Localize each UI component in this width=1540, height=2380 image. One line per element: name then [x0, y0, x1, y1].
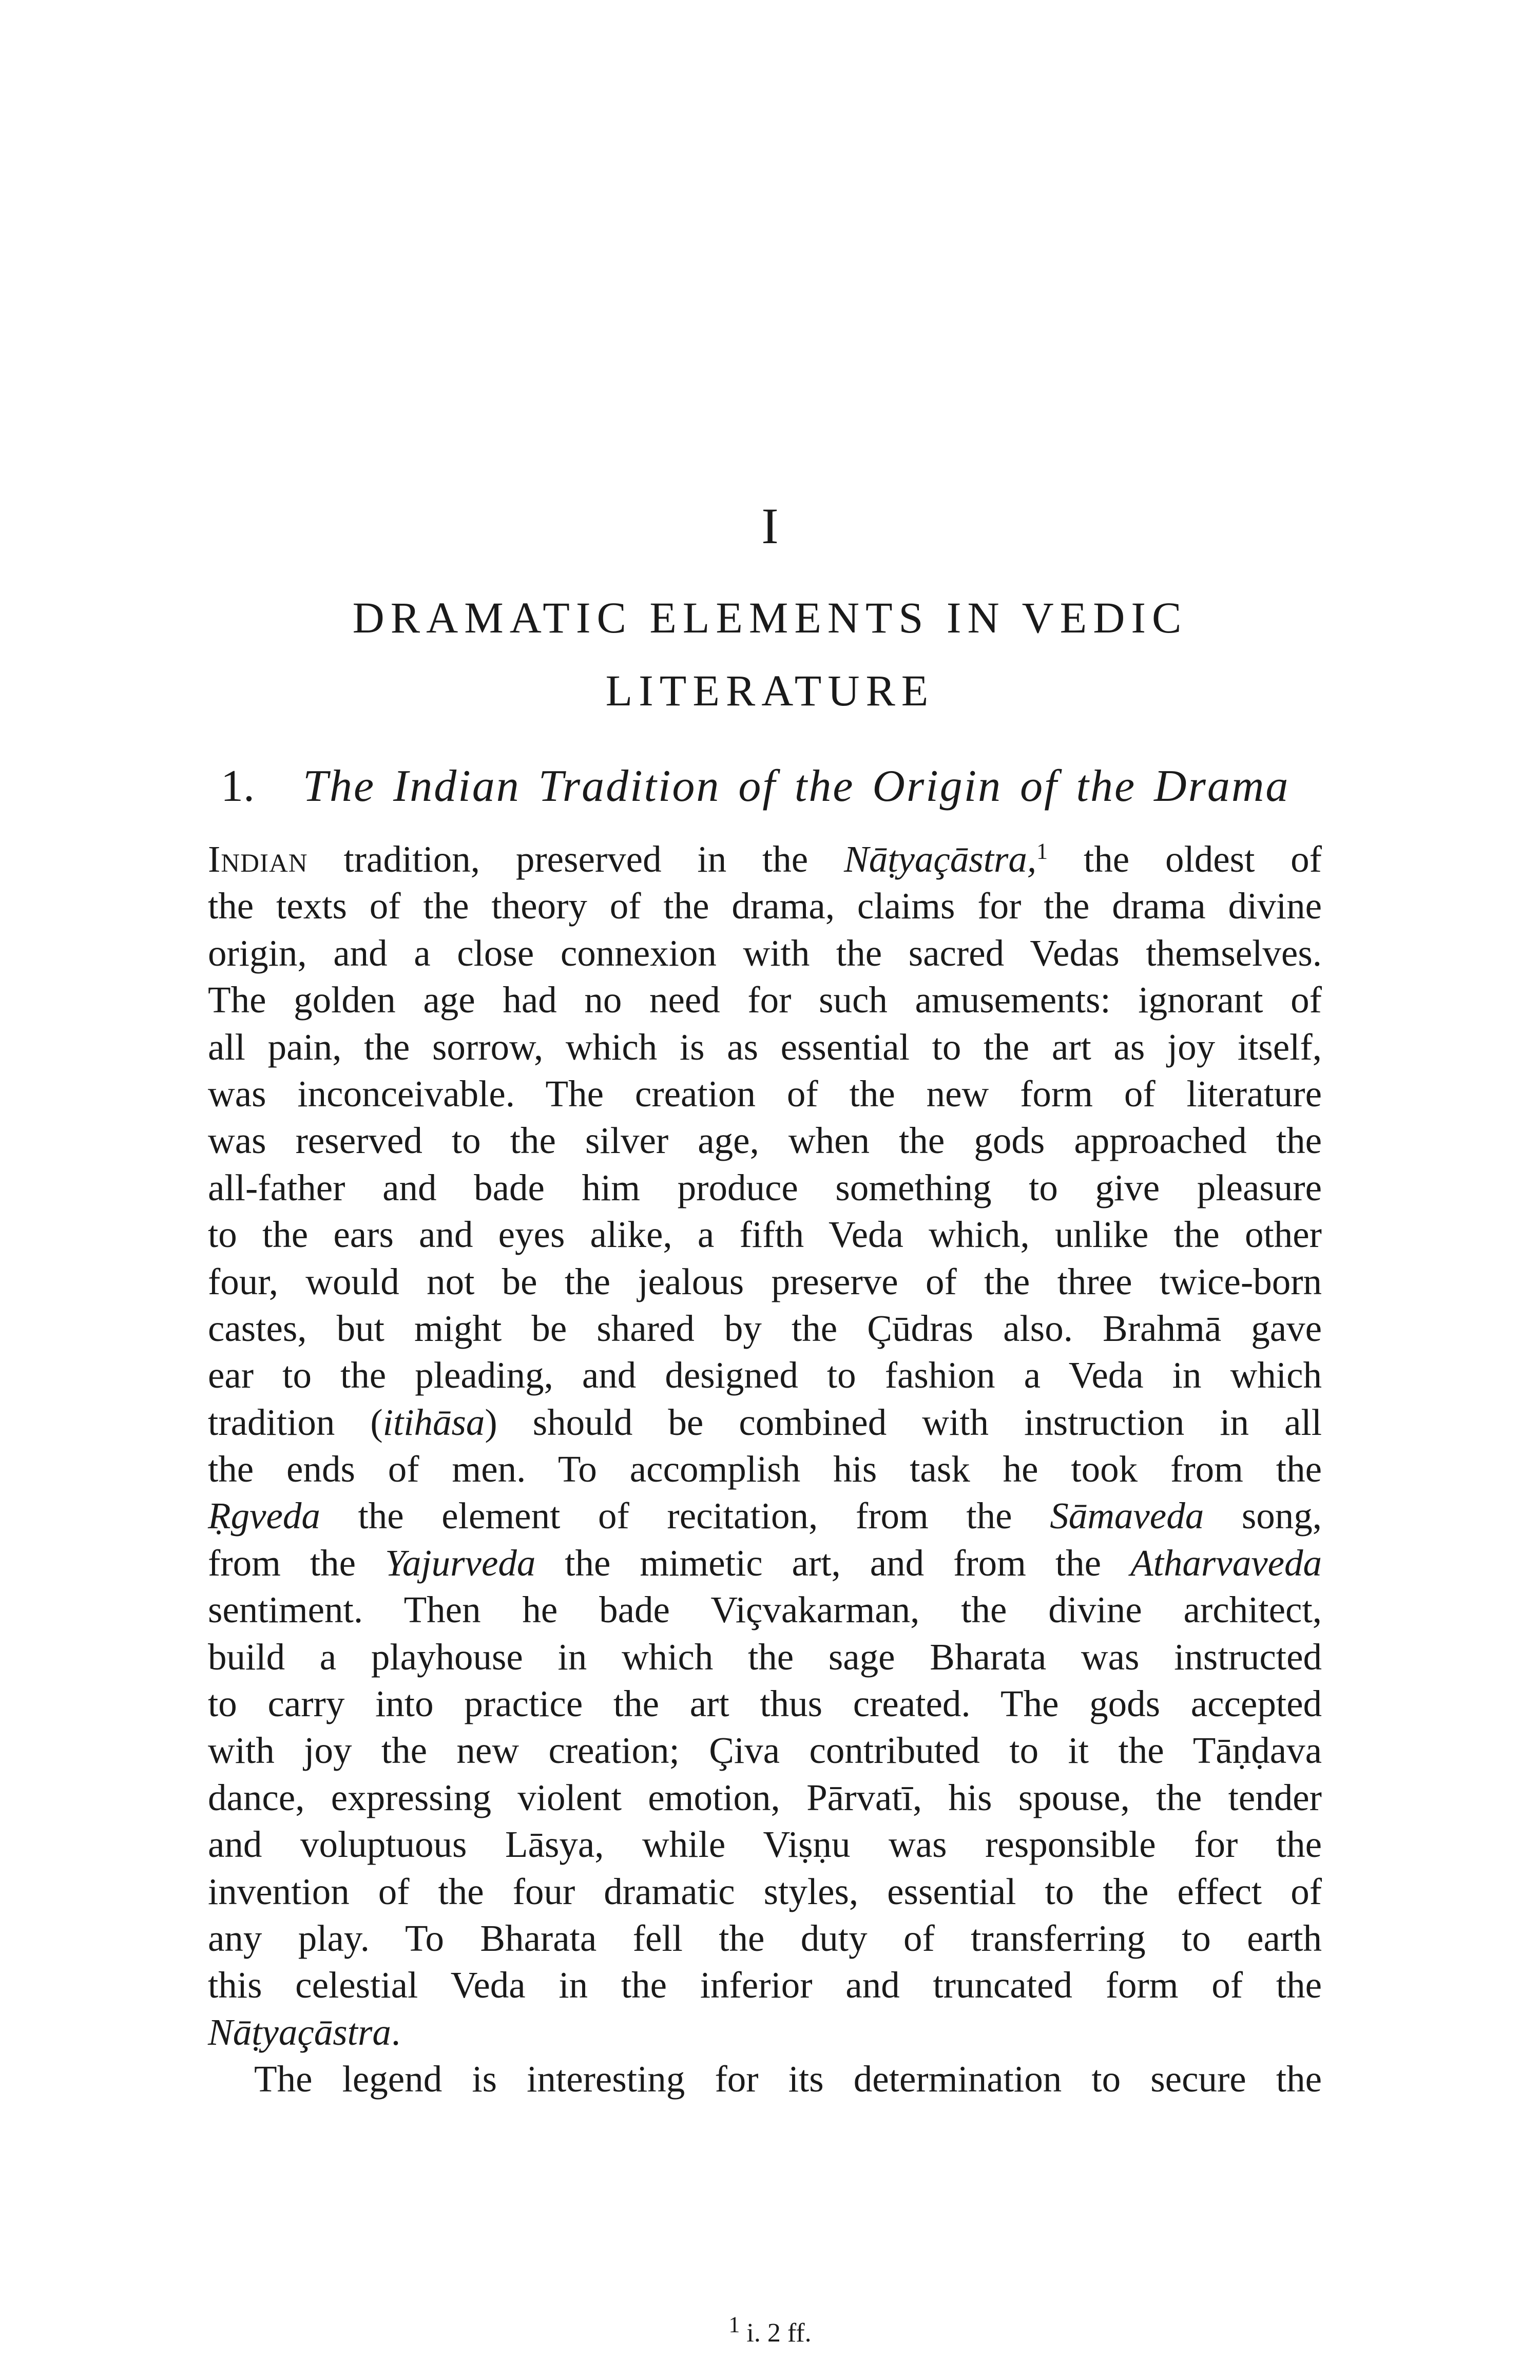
text-line: The legend is interesting for its determination to secure the [254, 2058, 1322, 2100]
section-heading [221, 761, 1324, 812]
text-span: the element of recitation, from the [320, 1495, 1050, 1537]
text-line: was reserved to the silver age, when the gods approached the [208, 1120, 1322, 1162]
text-line: to carry into practice the art thus created. The gods accepted [208, 1683, 1322, 1725]
section-title: The Indian Tradition of the Origin of the Drama [303, 761, 1290, 811]
text-line: the ends of men. To accomplish his task he took from the [208, 1448, 1322, 1490]
text-line: ear to the pleading, and designed to fashion a Veda in which [208, 1354, 1322, 1396]
text-span: ) should be combined with instruction in all [485, 1401, 1322, 1443]
text-italic: Sāmaveda [1050, 1495, 1204, 1537]
text-span: song, [1204, 1495, 1322, 1537]
text-line: the texts of the theory of the drama, claims for the drama divine [208, 885, 1322, 927]
body-text [208, 836, 1322, 2103]
text-italic: Nāṭyaçāstra [208, 2011, 391, 2053]
text-line: this celestial Veda in the inferior and truncated form of the [208, 1964, 1322, 2006]
text-line: and voluptuous Lāsya, while Viṣṇu was responsible for the [208, 1824, 1322, 1866]
text-line [208, 1492, 1322, 1539]
chapter-title-line-2: LITERATURE [605, 666, 935, 715]
footnote-reference: 1 [1036, 838, 1048, 864]
text-line: The golden age had no need for such amusements: ignorant of [208, 979, 1322, 1021]
text-line: four, would not be the jealous preserve of the three twice-born [208, 1260, 1322, 1302]
text-line: invention of the four dramatic styles, essential to the effect of [208, 1870, 1322, 1912]
text-line: with joy the new creation; Çiva contributed to it the Tāṇḍava [208, 1730, 1322, 1772]
text-line: was inconceivable. The creation of the new form of literature [208, 1072, 1322, 1115]
text-italic: itihāsa [382, 1401, 485, 1443]
text-line [208, 1399, 1322, 1446]
text-line [208, 1540, 1322, 1586]
text-italic: Ṛgveda [208, 1495, 320, 1537]
text-line: all pain, the sorrow, which is as essential to the art as joy itself, [208, 1026, 1322, 1068]
chapter-title-line-1: DRAMATIC ELEMENTS IN VEDIC [352, 593, 1188, 642]
text-span: the mimetic art, and from the [535, 1542, 1131, 1584]
text-line: origin, and a close connexion with the sacred Vedas themselves. [208, 932, 1322, 974]
footnote-text: i. 2 ff. [740, 2318, 812, 2348]
text-line: dance, expressing violent emotion, Pārvatī, his spouse, the tender [208, 1776, 1322, 1818]
text-span: tradition, preserved in the [307, 838, 844, 880]
text-italic: Yajurveda [384, 1542, 536, 1584]
footnote-marker: 1 [728, 2312, 740, 2337]
text-line: any play. To Bharata fell the duty of transferring to earth [208, 1917, 1322, 1959]
section-number: 1. [221, 761, 255, 811]
text-line: all-father and bade him produce something to give pleasure [208, 1166, 1322, 1208]
text-line: to the ears and eyes alike, a fifth Veda which, unlike the other [208, 1214, 1322, 1256]
text-line [208, 836, 1322, 882]
text-line: sentiment. Then he bade Viçvakarman, the divine architect, [208, 1589, 1322, 1631]
text-span: tradition ( [208, 1401, 383, 1443]
text-span: . [391, 2011, 401, 2053]
text-italic: Atharvaveda [1130, 1542, 1322, 1584]
footnote [0, 2312, 1540, 2349]
text-span: from the [208, 1542, 385, 1584]
text-line: castes, but might be shared by the Çūdras also. Brahmā gave [208, 1307, 1322, 1349]
lead-word: Indian [208, 838, 308, 880]
text-line: build a playhouse in which the sage Bharata was instructed [208, 1636, 1322, 1678]
text-span: the oldest of [1048, 838, 1322, 880]
text-line [208, 2009, 1322, 2056]
text-italic: Nāṭyaçāstra, [844, 838, 1037, 880]
chapter-number: I [761, 497, 779, 554]
